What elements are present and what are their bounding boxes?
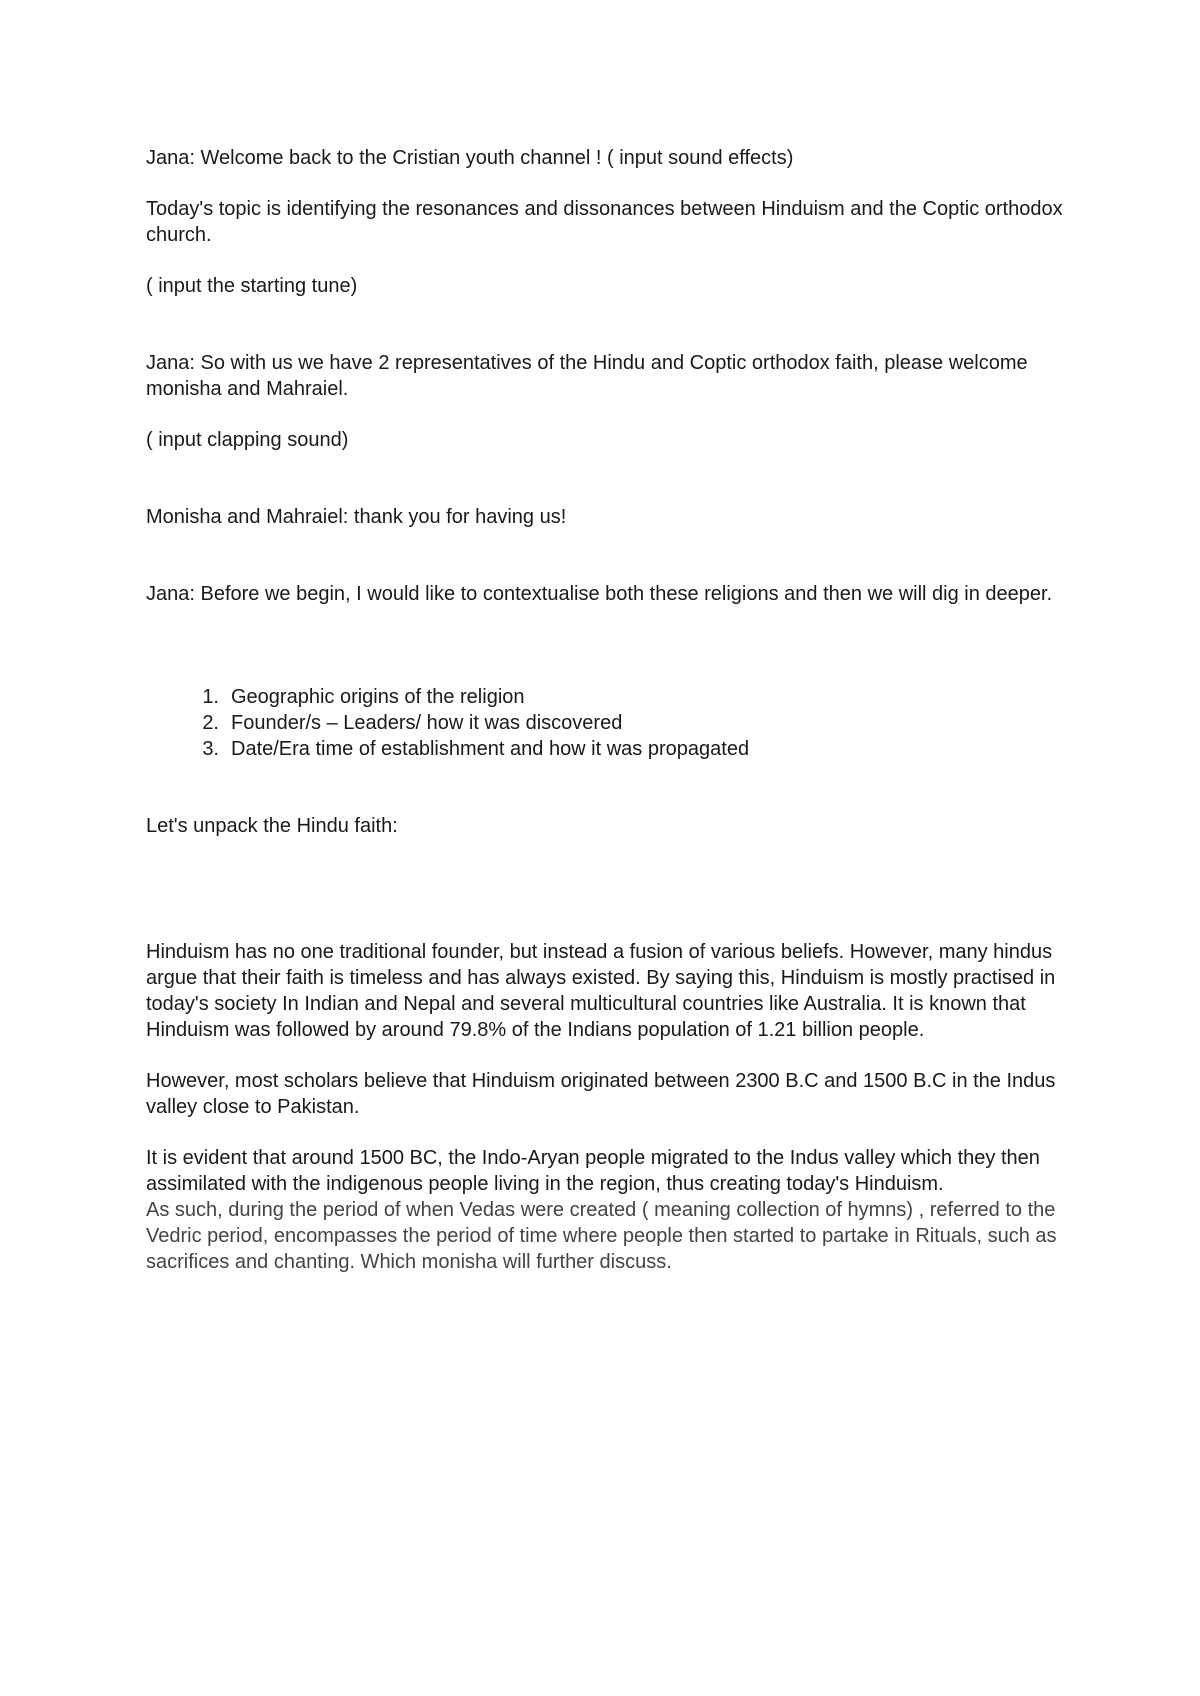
starting-tune-note: ( input the starting tune) [146, 275, 358, 297]
document-page [146, 145, 1066, 1275]
list-item-text: Date/Era time of establishment and how it was propagated [231, 738, 750, 760]
indo-aryan-paragraph: It is evident that around 1500 BC, the Indo-Aryan people migrated to the Indus valley which they then assimilated with the indigenous people living in the region, thus creating today's Hinduism. [146, 1147, 1040, 1195]
clapping-note: ( input clapping sound) [146, 429, 349, 451]
list-item [146, 710, 1066, 736]
list-item-text: Geographic origins of the religion [231, 686, 525, 708]
contextualise-paragraph: Jana: Before we begin, I would like to contextualise both these religions and then we will dig in deeper. [146, 583, 1053, 605]
list-item-number: 3. [202, 738, 219, 760]
list-item [146, 736, 1066, 762]
topic-paragraph: Today's topic is identifying the resonances and dissonances between Hinduism and the Coptic orthodox church. [146, 198, 1063, 246]
list-item-number: 2. [202, 712, 219, 734]
hinduism-founder-paragraph: Hinduism has no one traditional founder, but instead a fusion of various beliefs. However, many hindus argue that their faith is timeless and has always existed. By saying this, Hinduism is mostly practised in today's society In Indian and Nepal and several multicultural countries like Australia. It is known that Hinduism was followed by around 79.8% of the Indians population of 1.21 billion people. [146, 941, 1056, 1041]
list-item [146, 684, 1066, 710]
context-topics-list [146, 684, 1066, 762]
intro-line: Jana: Welcome back to the Cristian youth channel ! ( input sound effects) [146, 147, 794, 169]
list-item-number: 1. [202, 686, 219, 708]
list-item-text: Founder/s – Leaders/ how it was discovered [231, 712, 623, 734]
representatives-paragraph: Jana: So with us we have 2 representatives of the Hindu and Coptic orthodox faith, please welcome monisha and Mahraiel. [146, 352, 1028, 400]
hindu-faith-heading: Let's unpack the Hindu faith: [146, 815, 398, 837]
scholars-paragraph: However, most scholars believe that Hinduism originated between 2300 B.C and 1500 B.C in the Indus valley close to Pakistan. [146, 1070, 1056, 1118]
vedas-paragraph: As such, during the period of when Vedas were created ( meaning collection of hymns) , referred to the Vedric period, encompasses the period of time where people then started to partake in Rituals, such as sacrifices and chanting. Which monisha will further discuss. [146, 1199, 1057, 1273]
guests-thanks-line: Monisha and Mahraiel: thank you for having us! [146, 506, 567, 528]
